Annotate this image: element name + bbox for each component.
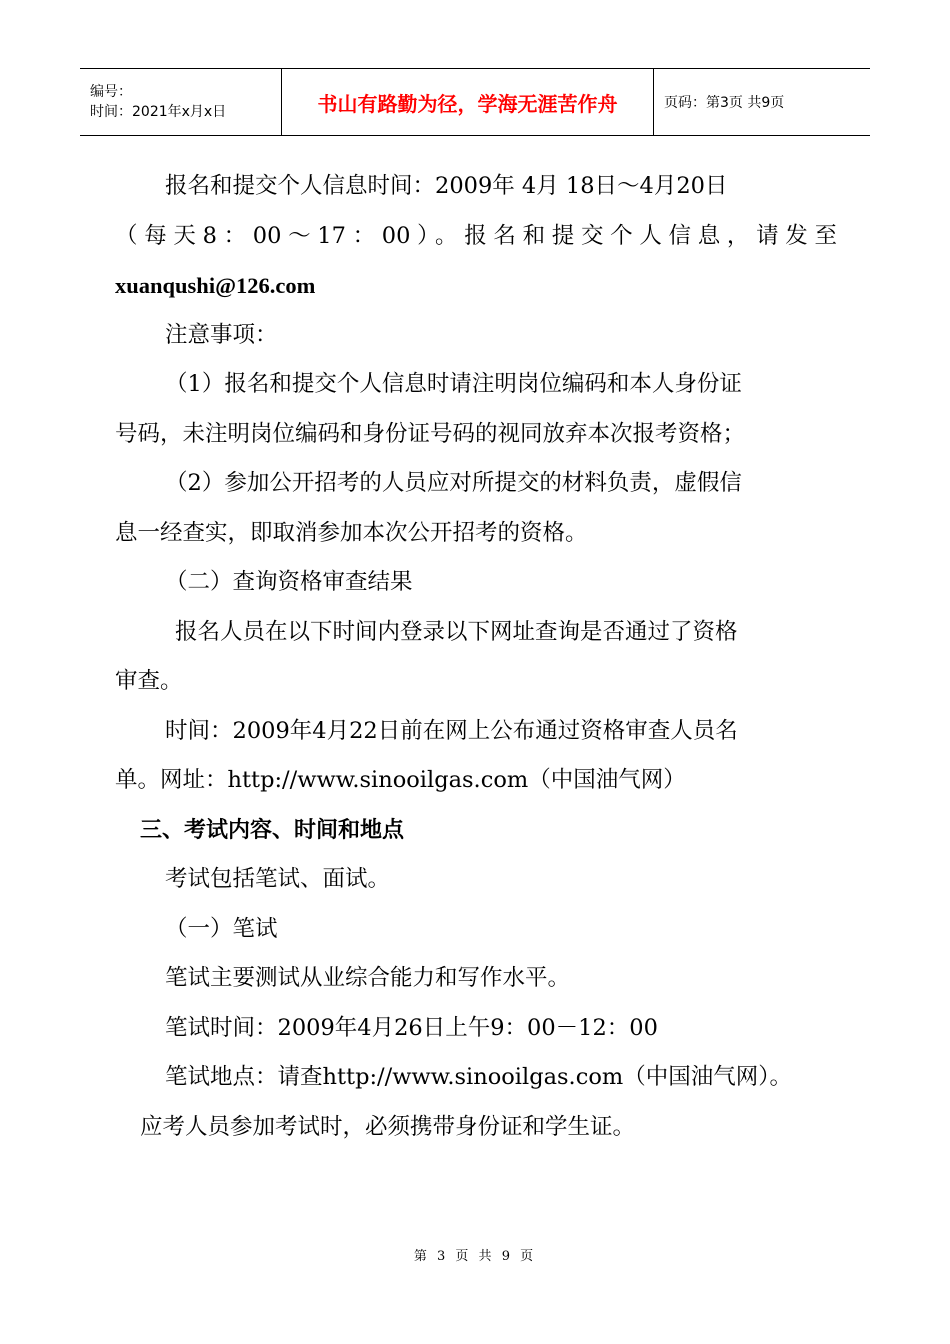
paragraph-query-line2: 审查。 — [115, 668, 183, 694]
page-header — [80, 68, 870, 136]
serial-label: 编号： — [90, 84, 132, 100]
registration-email: xuanqushi@126.com — [115, 273, 316, 298]
paragraph-notes-title: 注意事项： — [165, 321, 278, 348]
paragraph-note-1-line1: （1）报名和提交个人信息时请注明岗位编码和本人身份证 — [165, 371, 742, 397]
document-body — [115, 162, 837, 1152]
page-info: 页码：第3页 共9页 — [664, 95, 785, 111]
paragraph-exam-types: 考试包括笔试、面试。 — [165, 866, 391, 892]
paragraph-note-1-line2: 号码，未注明岗位编码和身份证号码的视同放弃本次报考资格； — [115, 420, 746, 447]
paragraph-written-exam-scope: 笔试主要测试从业综合能力和写作水平。 — [165, 965, 571, 991]
paragraph-registration-hours: （每天8：00～17：00）。报名和提交个人信息，请发至 — [115, 222, 837, 249]
header-motto-cell — [282, 69, 654, 135]
paragraph-query-line1: 报名人员在以下时间内登录以下网址查询是否通过了资格 — [175, 618, 738, 645]
date-line: 时间：2021年x月x日 — [90, 104, 227, 120]
paragraph-exam-requirements: 应考人员参加考试时，必须携带身份证和学生证。 — [140, 1113, 636, 1140]
subheading-query-results: （二）查询资格审查结果 — [165, 569, 413, 595]
header-left-cell — [80, 69, 282, 135]
paragraph-written-exam-time: 笔试时间：2009年4月26日上午9：00－12：00 — [165, 1014, 658, 1041]
paragraph-note-2-line2: 息一经查实，即取消参加本次公开招考的资格。 — [115, 519, 588, 546]
paragraph-written-exam-location: 笔试地点：请查http://www.sinooilgas.com（中国油气网）。 — [165, 1064, 792, 1090]
paragraph-publish-time-line2: 单。网址：http://www.sinooilgas.com（中国油气网） — [115, 767, 686, 793]
paragraph-note-2-line1: （2）参加公开招考的人员应对所提交的材料负责，虚假信 — [165, 470, 742, 496]
paragraph-publish-time-line1: 时间：2009年4月22日前在网上公布通过资格审查人员名 — [165, 717, 738, 744]
subheading-written-exam: （一）笔试 — [165, 915, 278, 942]
paragraph-registration-time: 报名和提交个人信息时间：2009年 4月 18日～4月20日 — [165, 173, 728, 199]
page-footer: 第 3 页 共 9 页 — [413, 1249, 537, 1264]
section-heading-3: 三、考试内容、时间和地点 — [140, 817, 405, 843]
header-page-cell — [654, 69, 870, 135]
motto-text: 书山有路勤为径，学海无涯苦作舟 — [317, 91, 618, 116]
